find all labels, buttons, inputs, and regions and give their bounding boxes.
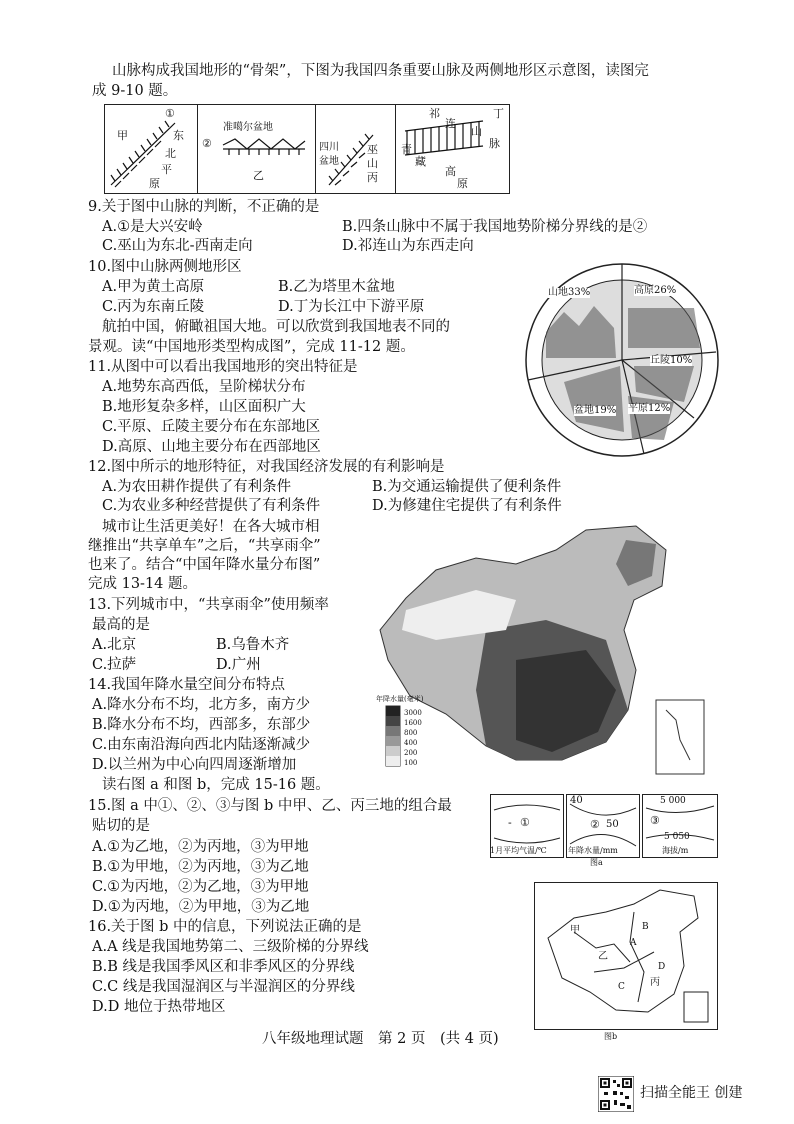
p1-east: 东 — [173, 129, 184, 142]
q15-stem-2: 贴切的是 — [92, 818, 150, 834]
intro-13-14-line1: 城市让生活更美好！在各大城市相 — [102, 519, 320, 535]
fig-a-p1-dash: - — [508, 816, 512, 829]
intro-9-10-line1: 山脉构成我国地形的“骨架”，下图为我国四条重要山脉及两侧地形区示意图，读图完 — [112, 63, 649, 79]
fig-a-p3-top: 5 000 — [660, 796, 686, 806]
q16-option-b[interactable]: B.B 线是我国季风区和非季风区的分界线 — [92, 959, 355, 975]
precip-legend-3: 400 — [404, 739, 418, 747]
q14-option-a[interactable]: A.降水分布不均，北方多，南方少 — [92, 697, 311, 713]
q15-option-a[interactable]: A.①为乙地，②为丙地，③为甲地 — [92, 839, 309, 855]
fig-a-p2-top: 40 — [570, 795, 583, 806]
p4-zang: 藏 — [415, 155, 426, 168]
q9-stem: 9.关于图中山脉的判断，不正确的是 — [88, 199, 320, 215]
fig-b-a: A — [630, 938, 637, 948]
q14-option-c[interactable]: C.由东南沿海向西北内陆逐渐减少 — [92, 737, 311, 753]
q13-option-c[interactable]: C.拉萨 — [92, 657, 137, 673]
p1-yuan: 原 — [149, 177, 160, 190]
pie-mountain: 山地33% — [548, 287, 591, 298]
q15-option-d[interactable]: D.①为丙地，②为甲地，③为乙地 — [92, 899, 310, 915]
q12-option-a[interactable]: A.为农田耕作提供了有利条件 — [102, 479, 292, 495]
fig-b-bing: 丙 — [650, 977, 660, 988]
q13-option-a[interactable]: A.北京 — [92, 637, 137, 653]
fig-a-p3-value: 5 050 — [664, 832, 690, 842]
p1-plain: 平 — [161, 163, 172, 176]
p1-north: 北 — [165, 147, 176, 160]
fig-b-label: 图b — [604, 1032, 618, 1041]
fig-a-p2-caption: 年降水量/mm — [568, 846, 618, 855]
scanner-watermark: 扫描全能王 创建 — [640, 1085, 743, 1101]
intro-13-14-line4: 完成 13-14 题。 — [88, 576, 198, 592]
intro-11-12-line1: 航拍中国，俯瞰祖国大地。可以欣赏到我国地表不同的 — [102, 319, 450, 335]
p4-qing: 青 — [401, 143, 412, 156]
china-map-drawing — [366, 520, 716, 788]
q15-option-b[interactable]: B.①为甲地，②为丙地，③为乙地 — [92, 859, 309, 875]
q11-option-d[interactable]: D.高原、山地主要分布在西部地区 — [102, 439, 321, 455]
fig-a-p2-circle: ② — [590, 818, 600, 831]
fig-a-p3-circle: ③ — [650, 814, 660, 827]
precip-legend-title: 年降水量(毫米) — [376, 695, 424, 703]
q11-option-a[interactable]: A.地势东高西低，呈阶梯状分布 — [102, 379, 306, 395]
q11-option-c[interactable]: C.平原、丘陵主要分布在东部地区 — [102, 419, 321, 435]
precip-legend-4: 200 — [404, 749, 418, 757]
fig-a-p1-circle: ① — [520, 816, 530, 829]
q13-stem-1: 13.下列城市中，“共享雨伞”使用频率 — [88, 597, 329, 613]
q10-option-a[interactable]: A.甲为黄土高原 — [102, 279, 205, 295]
q13-option-d[interactable]: D.广州 — [216, 657, 261, 673]
pie-plateau: 高原26% — [634, 285, 677, 296]
q14-stem: 14.我国年降水量空间分布特点 — [88, 677, 286, 693]
q13-stem-2: 最高的是 — [92, 617, 150, 633]
p4-gao: 高 — [445, 165, 456, 178]
precip-legend-2: 800 — [404, 729, 418, 737]
fig-b-c: C — [618, 982, 625, 992]
q12-option-d[interactable]: D.为修建住宅提供了有利条件 — [372, 498, 562, 514]
q14-option-b[interactable]: B.降水分布不均，西部多，东部少 — [92, 717, 311, 733]
q15-stem-1: 15.图 a 中①、②、③与图 b 中甲、乙、丙三地的组合最 — [88, 798, 452, 814]
p3-basin: 盆地 — [319, 156, 339, 167]
pie-plain: 平原12% — [628, 403, 671, 414]
pie-basin: 盆地19% — [574, 405, 617, 416]
q11-option-b[interactable]: B.地形复杂多样，山区面积广大 — [102, 399, 306, 415]
p1-jia: 甲 — [117, 129, 128, 142]
fig-a-p2-value: 50 — [606, 819, 619, 830]
p3-wu: 巫 — [367, 143, 378, 156]
precip-legend-0: 3000 — [404, 709, 422, 717]
fig-b-jia: 甲 — [570, 925, 580, 936]
q10-option-b[interactable]: B.乙为塔里木盆地 — [278, 279, 395, 295]
intro-11-12-line2: 景观。读“中国地形类型构成图”，完成 11-12 题。 — [88, 339, 415, 355]
p2-basin: 准噶尔盆地 — [223, 122, 273, 133]
p2-yi: 乙 — [253, 169, 264, 182]
intro-9-10-line2: 成 9-10 题。 — [92, 83, 178, 99]
q10-stem: 10.图中山脉两侧地形区 — [88, 259, 242, 275]
fig-a-label: 图a — [590, 858, 603, 867]
q12-option-c[interactable]: C.为农业多种经营提供了有利条件 — [102, 498, 321, 514]
page-footer: 八年级地理试题 第 2 页 (共 4 页) — [262, 1031, 499, 1047]
fig-b-yi: 乙 — [598, 951, 608, 962]
p3-shan: 山 — [367, 157, 378, 170]
q10-option-d[interactable]: D.丁为长江中下游平原 — [278, 299, 425, 315]
q9-option-c[interactable]: C.巫山为东北-西南走向 — [102, 238, 253, 254]
figure-a — [490, 794, 716, 866]
p3-bing: 丙 — [367, 171, 378, 184]
fig-b-d: D — [658, 962, 666, 972]
q16-option-c[interactable]: C.C 线是我国湿润区与半湿润区的分界线 — [92, 979, 355, 995]
p4-yuan: 原 — [457, 177, 468, 190]
intro-13-14-line2: 继推出“共享单车”之后，“共享雨伞” — [88, 538, 321, 554]
p4-ding: 丁 — [493, 107, 504, 120]
pie-hill: 丘陵10% — [650, 355, 693, 366]
q15-option-c[interactable]: C.①为丙地，②为乙地，③为甲地 — [92, 879, 309, 895]
q16-option-d[interactable]: D.D 地位于热带地区 — [92, 999, 226, 1015]
fig-a-p3-caption: 海拔/m — [662, 846, 689, 855]
p4-mai: 脉 — [489, 137, 500, 150]
p4-qi: 祁 — [429, 107, 440, 120]
q12-option-b[interactable]: B.为交通运输提供了便利条件 — [372, 479, 562, 495]
q10-option-c[interactable]: C.丙为东南丘陵 — [102, 299, 205, 315]
mountain-diagram — [104, 104, 510, 194]
p1-circle: ① — [165, 107, 175, 120]
precipitation-map — [366, 520, 716, 788]
intro-15-16: 读右图 a 和图 b，完成 15-16 题。 — [102, 777, 330, 793]
q12-stem: 12.图中所示的地形特征，对我国经济发展的有利影响是 — [88, 459, 445, 475]
q16-stem: 16.关于图 b 中的信息，下列说法正确的是 — [88, 919, 362, 935]
terrain-pie — [524, 262, 720, 458]
q13-option-b[interactable]: B.乌鲁木齐 — [216, 637, 290, 653]
intro-13-14-line3: 也来了。结合“中国年降水量分布图” — [88, 557, 321, 573]
p3-sichuan: 四川 — [319, 142, 339, 153]
q9-option-d[interactable]: D.祁连山为东西走向 — [342, 238, 474, 254]
p4-shan: 山 — [471, 125, 482, 138]
fig-b-b: B — [642, 922, 649, 932]
p2-circle: ② — [202, 137, 212, 150]
qr-code-icon — [598, 1076, 634, 1112]
q9-option-a[interactable]: A.①是大兴安岭 — [102, 219, 203, 235]
q11-stem: 11.从图中可以看出我国地形的突出特征是 — [88, 359, 358, 375]
figure-b — [534, 882, 718, 1042]
q9-option-b[interactable]: B.四条山脉中不属于我国地势阶梯分界线的是② — [342, 219, 648, 235]
q14-option-d[interactable]: D.以兰州为中心向四周逐渐增加 — [92, 757, 297, 773]
p4-lian: 连 — [445, 117, 456, 130]
q16-option-a[interactable]: A.A 线是我国地势第二、三级阶梯的分界线 — [92, 939, 369, 955]
fig-a-p1-caption: 1月平均气温/℃ — [490, 846, 547, 855]
precip-legend-5: 100 — [404, 759, 418, 767]
figure-b-map — [534, 882, 718, 1032]
precip-legend-1: 1600 — [404, 719, 422, 727]
